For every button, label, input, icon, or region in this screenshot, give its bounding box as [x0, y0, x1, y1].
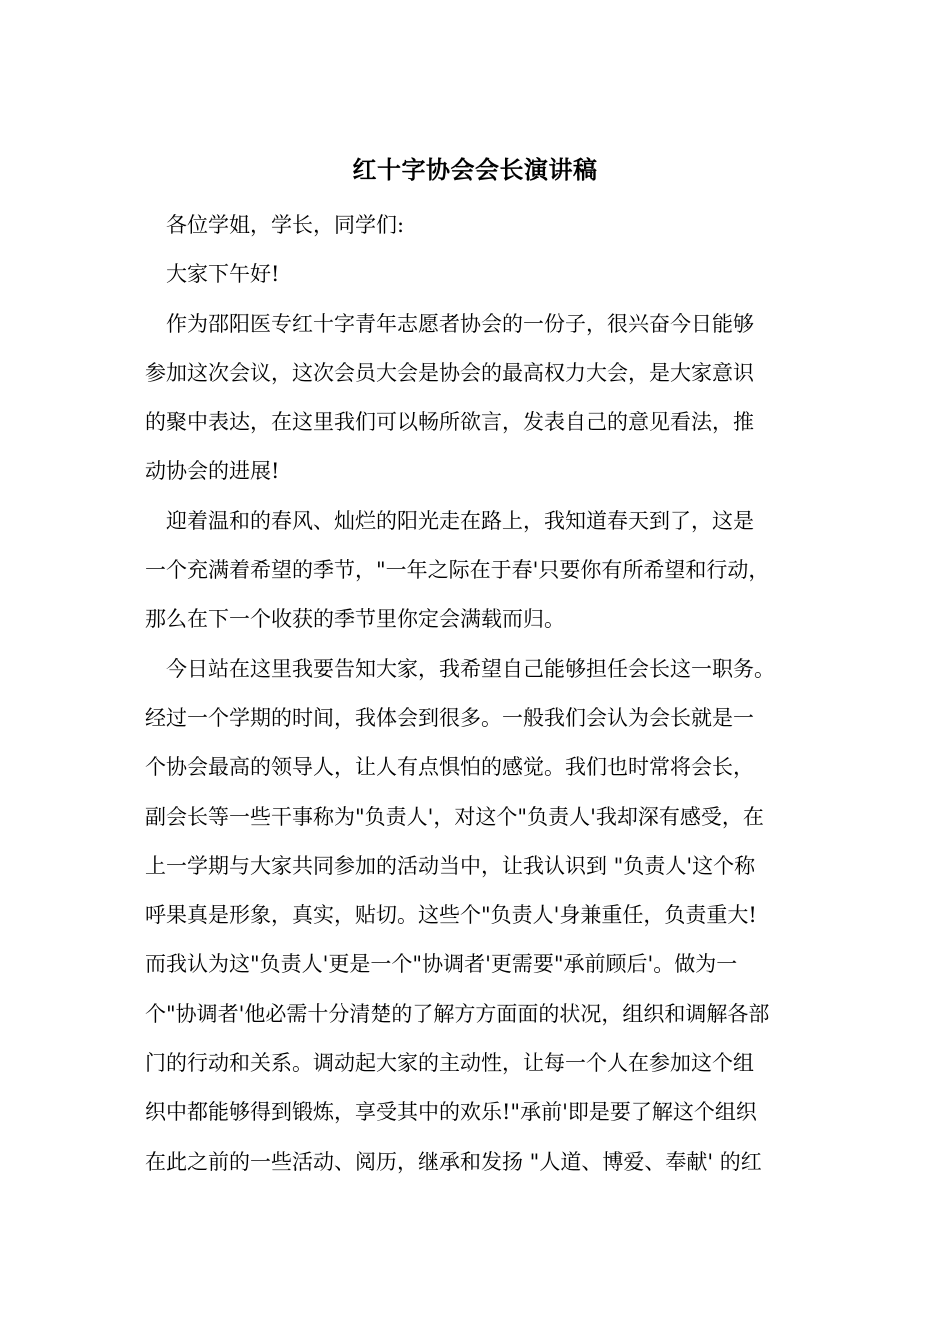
text-line: 参加这次会议，这次会员大会是协会的最高权力大会，是大家意识	[145, 360, 754, 385]
text-line: 个协会最高的领导人，让人有点惧怕的感觉。我们也时常将会长，	[145, 755, 754, 780]
document-body	[145, 205, 825, 1191]
text-line: 一个充满着希望的季节，"一年之际在于春'只要你有所希望和行动，	[145, 558, 770, 583]
text-line: 织中都能够得到锻炼，享受其中的欢乐!"承前'即是要了解这个组织	[145, 1100, 757, 1125]
text-line: 呼果真是形象，真实，贴切。这些个"负责人'身兼重任，负责重大!	[145, 903, 757, 928]
text-line: 而我认为这"负责人'更是一个"协调者'更需要"承前顾后'。做为一	[145, 952, 738, 977]
text-line: 个"协调者'他必需十分清楚的了解方方面面的状况，组织和调解各部	[145, 1001, 770, 1026]
text-line: 作为邵阳医专红十字青年志愿者协会的一份子，很兴奋今日能够	[166, 311, 754, 336]
document-title: 红十字协会会长演讲稿	[352, 155, 598, 184]
text-line: 各位学姐，学长，同学们:	[166, 213, 405, 237]
text-line: 的聚中表达，在这里我们可以畅所欲言，发表自己的意见看法，推	[145, 410, 754, 435]
text-line: 经过一个学期的时间，我体会到很多。一般我们会认为会长就是一	[145, 705, 754, 730]
text-line: 那么在下一个收获的季节里你定会满载而归。	[145, 607, 565, 632]
text-line: 副会长等一些干事称为"负责人'，对这个"负责人'我却深有感受，在	[145, 804, 764, 829]
text-line: 上一学期与大家共同参加的活动当中，让我认识到 "负责人'这个称	[145, 853, 756, 878]
text-line: 迎着温和的春风、灿烂的阳光走在路上，我知道春天到了，这是	[166, 508, 754, 533]
text-line: 门的行动和关系。调动起大家的主动性，让每一个人在参加这个组	[145, 1051, 754, 1076]
text-line: 今日站在这里我要告知大家，我希望自己能够担任会长这一职务。	[166, 656, 775, 681]
text-line: 动协会的进展!	[145, 459, 280, 484]
text-line: 大家下午好!	[166, 262, 280, 287]
text-line: 在此之前的一些活动、阅历，继承和发扬 "人道、博爱、奉献' 的红	[145, 1149, 762, 1174]
